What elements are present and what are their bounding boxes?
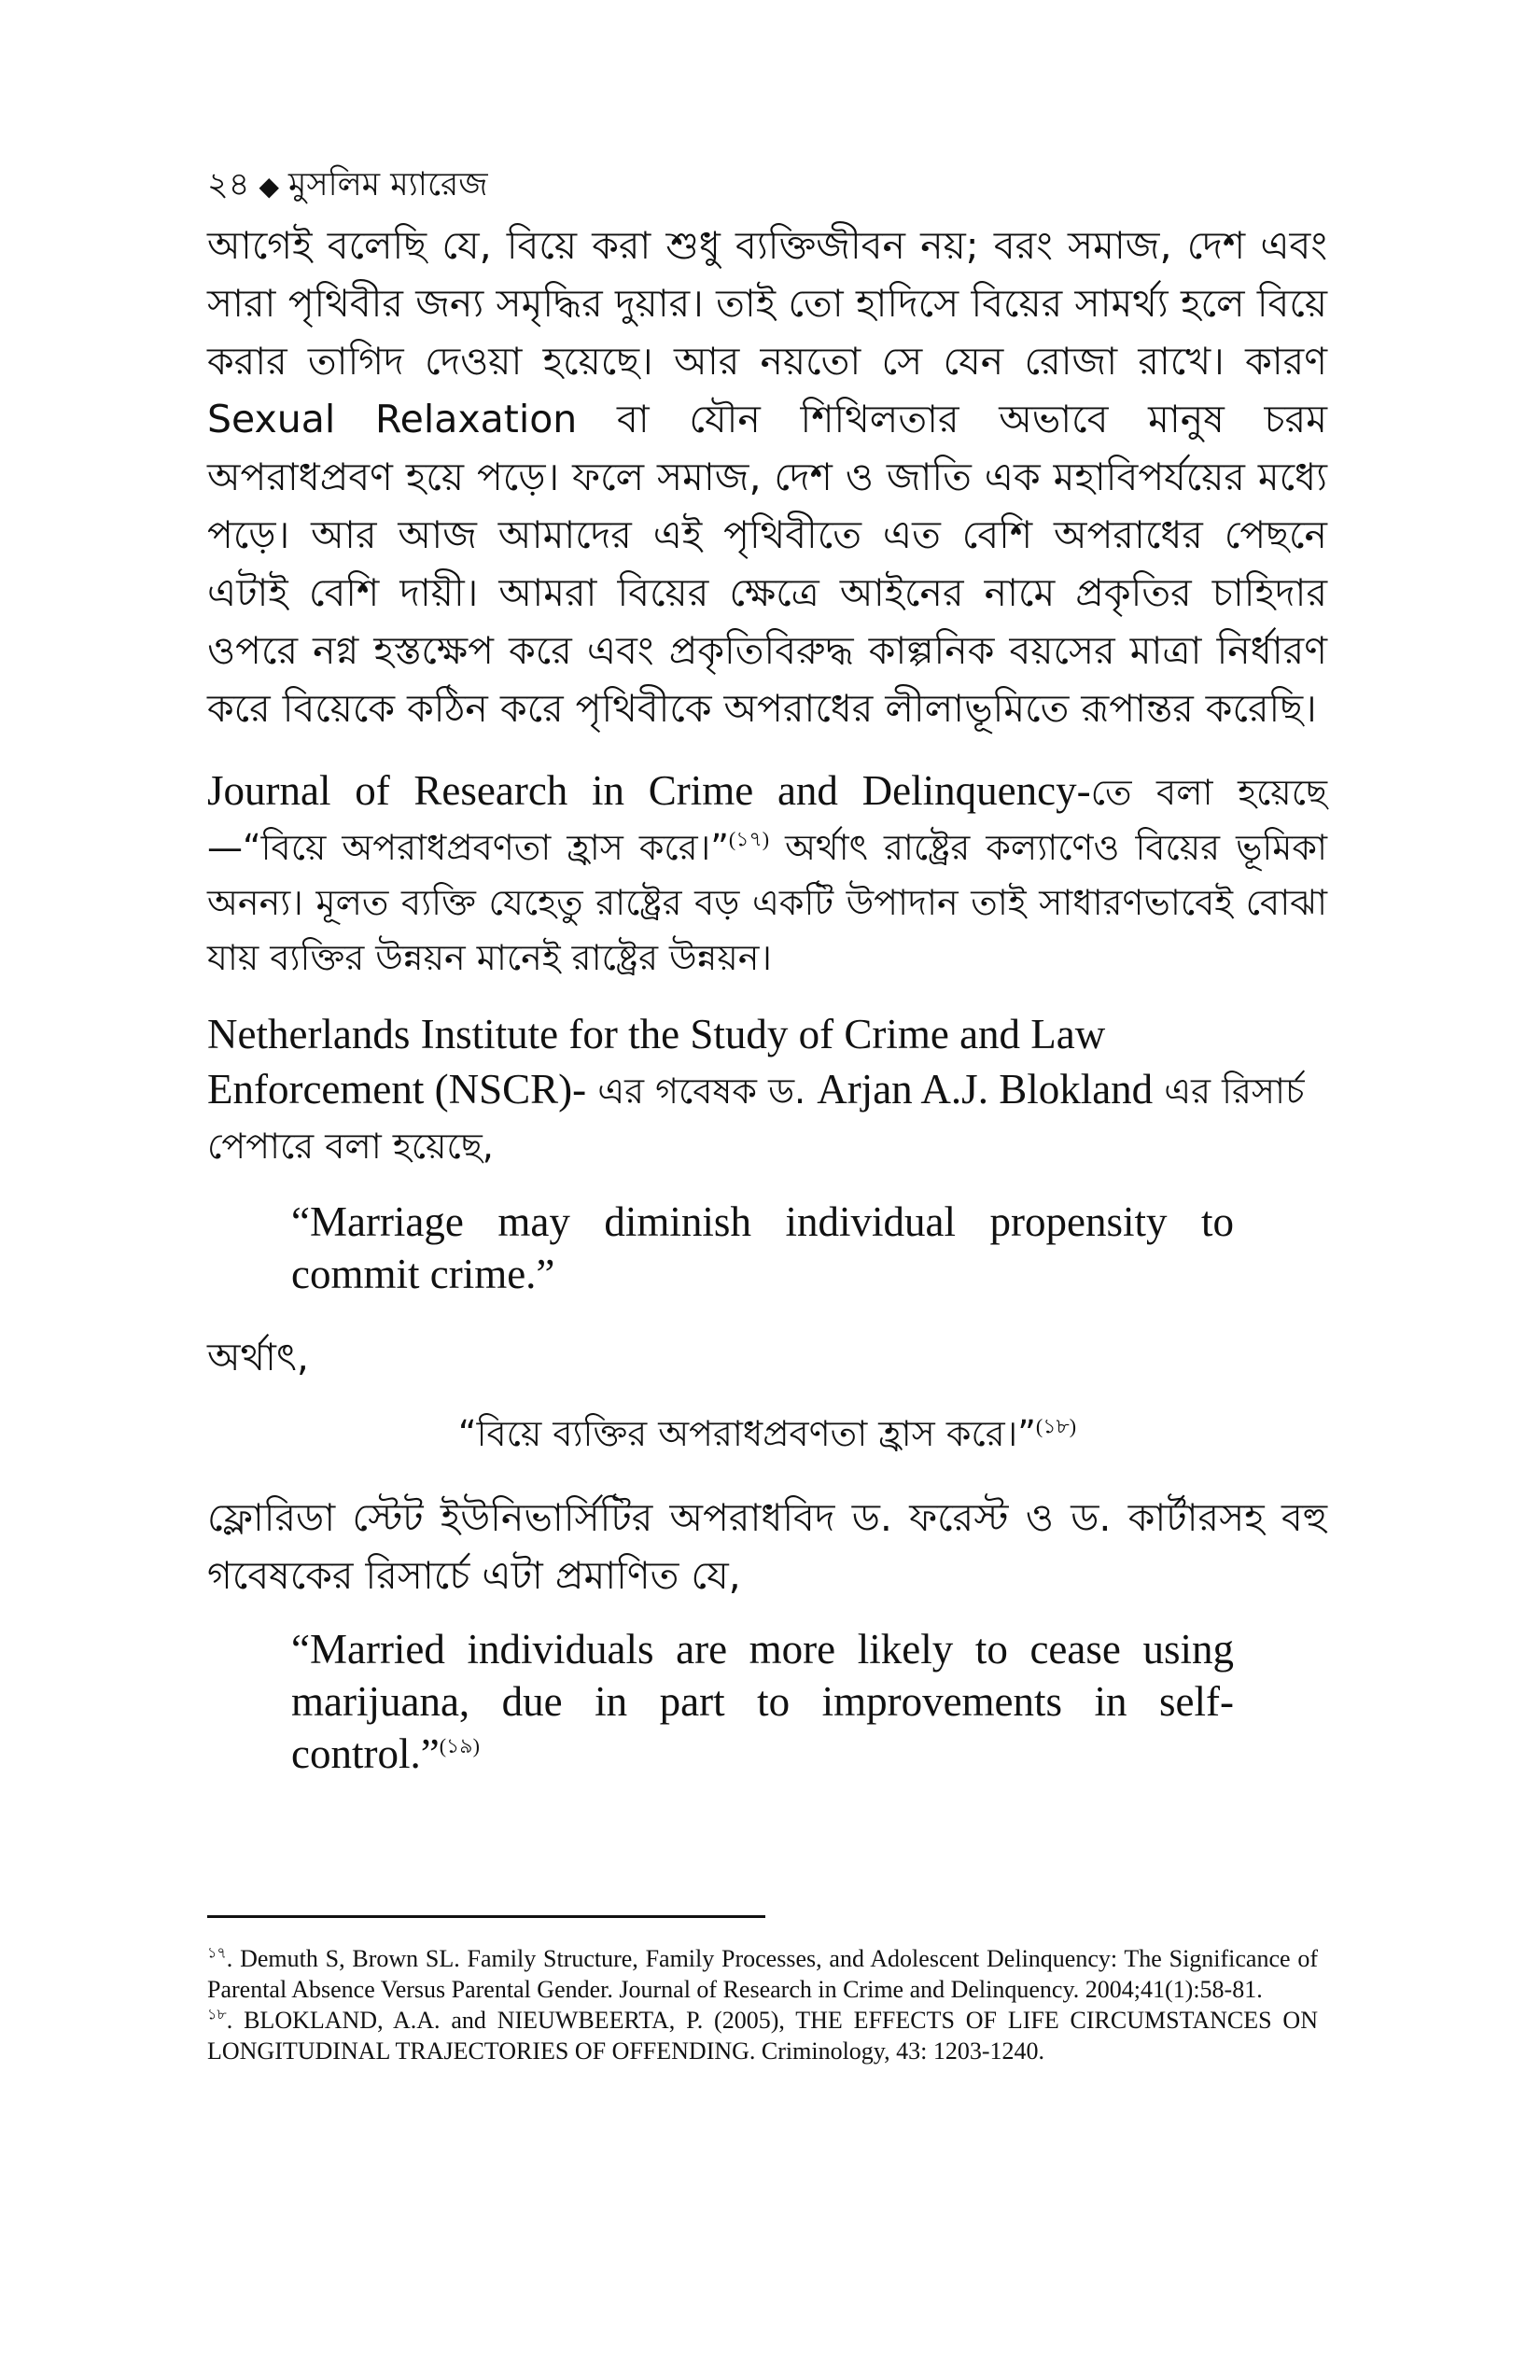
quote-3	[291, 1623, 1234, 1780]
quote-1: “Marriage may diminish individual propensity to commit crime.”	[291, 1198, 1234, 1297]
footnote-ref-17: (১৭)	[728, 827, 770, 851]
quote-2-text: “বিয়ে ব্যক্তির অপরাধপ্রবণতা হ্রাস করে।”	[457, 1413, 1036, 1454]
footnote-mark: ১৭	[207, 1945, 227, 1962]
footnotes	[207, 1943, 1318, 2066]
footnote-ref-19: (১৯)	[439, 1734, 480, 1757]
paragraph-2	[207, 763, 1327, 985]
footnote-18	[207, 2005, 1318, 2066]
researcher-name: Arjan A.J. Blokland	[817, 1066, 1154, 1113]
paragraph-3	[207, 1007, 1327, 1173]
footnote-17	[207, 1943, 1318, 2005]
paragraph-3-text-b: এর রিসার্চ পেপারে বলা হয়েছে,	[207, 1071, 1305, 1167]
journal-name: Journal of Research in Crime and Delinquency-	[207, 767, 1091, 814]
quote-3-text: “Married individuals are more likely to cease using marijuana, due in part to improvements in self-control.”	[291, 1626, 1234, 1777]
quote-2	[207, 1407, 1327, 1461]
running-header	[207, 164, 488, 207]
institute-name: Netherlands Institute for the Study of Crime and Law Enforcement (NSCR)-	[207, 1011, 1106, 1113]
paragraph-2-text-a: তে বলা হয়েছে—“বিয়ে অপরাধপ্রবণতা হ্রাস করে।”	[207, 772, 1327, 868]
paragraph-3-text-a: এর গবেষক ড.	[586, 1071, 818, 1112]
footnote-text: . BLOKLAND, A.A. and NIEUWBEERTA, P. (2005), THE EFFECTS OF LIFE CIRCUMSTANCES ON LONGITUDINAL TRAJECTORIES OF OFFENDING. Criminology, 43: 1203-1240.	[207, 2007, 1318, 2065]
footnote-ref-18: (১৮)	[1035, 1414, 1077, 1438]
diamond-icon: ◆	[259, 171, 280, 202]
paragraph-4: ফ্লোরিডা স্টেট ইউনিভার্সিটির অপরাধবিদ ড. ফরেস্ট ও ড. কার্টারসহ বহু গবেষকের রিসার্চে এটা প্রমাণিত যে,	[207, 1495, 1327, 1598]
paragraph-2-text-b: অর্থাৎ রাষ্ট্রের কল্যাণেও বিয়ের ভূমিকা অনন্য। মূলত ব্যক্তি যেহেতু রাষ্ট্রের বড় একটি উপাদান তাই সাধারণভাবেই বোঝা যায় ব্যক্তির উন্নয়ন মানেই রাষ্ট্রের উন্নয়ন।	[207, 827, 1327, 978]
page-number: ২৪	[207, 166, 250, 203]
book-title: মুসলিম ম্যারেজ	[288, 166, 488, 203]
paragraph-1: আগেই বলেছি যে, বিয়ে করা শুধু ব্যক্তিজীবন নয়; বরং সমাজ, দেশ এবং সারা পৃথিবীর জন্য সমৃদ্ধির দুয়ার। তাই তো হাদিসে বিয়ের সামর্থ্য হলে বিয়ে করার তাগিদ দেওয়া হয়েছে। আর নয়তো সে যেন রোজা রাখে। কারণ Sexual Relaxation বা যৌন শিথিলতার অভাবে মানুষ চরম অপরাধপ্রবণ হয়ে পড়ে। ফলে সমাজ, দেশ ও জাতি এক মহাবিপর্যয়ের মধ্যে পড়ে। আর আজ আমাদের এই পৃথিবীতে এত বেশি অপরাধের পেছনে এটাই বেশি দায়ী। আমরা বিয়ের ক্ষেত্রে আইনের নামে প্রকৃতির চাহিদার ওপরে নগ্ন হস্তক্ষেপ করে এবং প্রকৃতিবিরুদ্ধ কাল্পনিক বয়সের মাত্রা নির্ধারণ করে বিয়েকে কঠিন করে পৃথিবীকে অপরাধের লীলাভূমিতে রূপান্তর করেছি।	[207, 223, 1327, 731]
footnote-text: . Demuth S, Brown SL. Family Structure, Family Processes, and Adolescent Delinquency: The Significance of Parental Absence Versus Parental Gender. Journal of Research in Crime and Delinquency. 2004;41(1):58-81.	[207, 1945, 1318, 2003]
footnote-divider	[207, 1915, 765, 1918]
body-text	[207, 217, 1327, 1808]
arthat-label: অর্থাৎ,	[207, 1335, 309, 1379]
footnote-mark: ১৮	[207, 2007, 227, 2023]
